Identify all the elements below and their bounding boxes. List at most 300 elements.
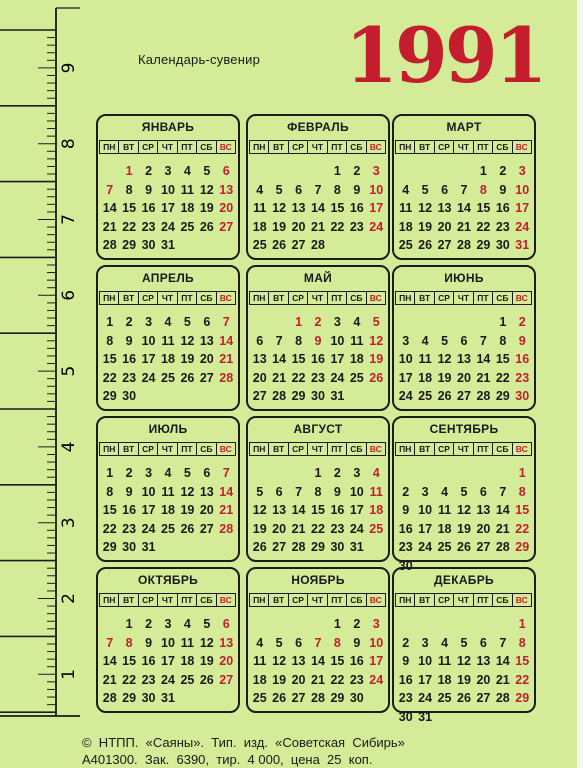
day-cell: 11 xyxy=(437,503,452,517)
day-cell: 28 xyxy=(311,691,325,705)
empty-cell xyxy=(493,708,512,727)
day-cell: 22 xyxy=(515,672,530,687)
weekday-label: ВТ xyxy=(118,442,138,456)
week-row xyxy=(396,199,532,218)
day-cell: 9 xyxy=(518,333,526,348)
weekday-label: СР xyxy=(288,140,308,154)
day-cell: 17 xyxy=(418,521,433,536)
day-cell: 17 xyxy=(369,654,384,668)
day-cell: 2 xyxy=(499,164,507,178)
day-cell: 18 xyxy=(180,201,195,215)
day-cell: 14 xyxy=(102,201,117,215)
day-cell: 4 xyxy=(183,617,191,631)
empty-cell xyxy=(328,236,347,255)
day-cell: 16 xyxy=(122,352,137,366)
month-card xyxy=(96,416,240,562)
ruler-label: 8 xyxy=(59,138,79,150)
day-cell: 13 xyxy=(476,654,491,668)
week-row xyxy=(396,538,532,557)
day-cell: 23 xyxy=(349,672,364,687)
days-table xyxy=(100,313,236,406)
empty-cell xyxy=(158,538,177,557)
day-cell: 26 xyxy=(252,540,267,554)
day-cell: 6 xyxy=(295,182,303,197)
day-cell: 1 xyxy=(106,466,114,480)
ruler xyxy=(0,0,80,718)
day-cell: 16 xyxy=(349,201,364,215)
day-cell: 19 xyxy=(199,201,214,215)
day-cell: 5 xyxy=(275,635,283,650)
day-cell: 21 xyxy=(102,672,117,687)
day-cell: 5 xyxy=(421,182,429,197)
empty-cell xyxy=(217,387,236,406)
day-cell: 14 xyxy=(495,654,510,668)
day-cell: 23 xyxy=(122,370,137,385)
empty-cell xyxy=(347,236,366,255)
day-cell: 7 xyxy=(499,484,507,499)
day-cell: 26 xyxy=(457,540,471,554)
day-cell: 17 xyxy=(398,370,413,385)
day-cell: 22 xyxy=(122,219,137,234)
day-cell: 20 xyxy=(476,521,491,536)
weekday-label: ЧТ xyxy=(157,291,177,305)
weekday-label: СБ xyxy=(346,140,366,154)
weekday-label: ПН xyxy=(249,140,269,154)
day-cell: 19 xyxy=(457,672,471,687)
day-cell: 21 xyxy=(311,219,325,234)
day-cell: 31 xyxy=(161,238,175,252)
day-cell: 31 xyxy=(330,389,345,403)
day-cell: 21 xyxy=(311,672,325,687)
day-cell: 15 xyxy=(330,654,345,668)
day-cell: 9 xyxy=(402,654,410,668)
day-cell: 22 xyxy=(495,370,510,385)
day-cell: 22 xyxy=(291,370,306,385)
day-cell: 10 xyxy=(349,484,364,499)
day-cell: 30 xyxy=(330,540,345,554)
day-cell: 2 xyxy=(353,164,361,178)
week-row xyxy=(100,369,236,388)
empty-cell xyxy=(367,236,386,255)
weekday-label: ВС xyxy=(366,593,386,607)
day-cell: 22 xyxy=(330,672,345,687)
empty-cell xyxy=(289,464,308,483)
day-cell: 24 xyxy=(141,370,156,385)
day-cell: 26 xyxy=(437,389,452,403)
day-cell: 24 xyxy=(141,521,156,536)
weekday-label: ЧТ xyxy=(307,140,327,154)
weekday-header xyxy=(396,140,532,154)
day-cell: 20 xyxy=(272,521,287,536)
day-cell: 25 xyxy=(369,521,384,536)
day-cell: 10 xyxy=(330,333,345,348)
day-cell: 12 xyxy=(437,352,452,366)
day-cell: 23 xyxy=(398,540,413,554)
day-cell: 19 xyxy=(272,219,287,234)
empty-cell xyxy=(100,615,119,634)
day-cell: 31 xyxy=(141,540,156,554)
empty-cell xyxy=(269,313,288,332)
empty-cell xyxy=(435,615,454,634)
day-cell: 27 xyxy=(199,370,214,385)
week-row xyxy=(250,218,386,237)
day-cell: 1 xyxy=(333,617,341,631)
empty-cell xyxy=(415,313,434,332)
day-cell: 1 xyxy=(314,466,322,480)
day-cell: 16 xyxy=(398,672,413,687)
empty-cell xyxy=(250,313,269,332)
day-cell: 20 xyxy=(219,201,234,215)
week-row xyxy=(396,313,532,332)
day-cell: 26 xyxy=(457,691,471,705)
day-cell: 2 xyxy=(402,484,410,499)
weekday-label: СР xyxy=(434,291,454,305)
empty-cell xyxy=(435,708,454,727)
day-cell: 24 xyxy=(161,219,175,234)
day-cell: 7 xyxy=(106,182,114,197)
days-table xyxy=(100,615,236,708)
month-name: ИЮЛЬ xyxy=(148,422,188,436)
day-cell: 4 xyxy=(441,635,449,650)
day-cell: 3 xyxy=(353,466,361,480)
day-cell: 31 xyxy=(515,238,530,252)
week-row xyxy=(100,181,236,200)
month-card xyxy=(392,416,536,573)
day-cell: 17 xyxy=(369,201,384,215)
empty-cell xyxy=(435,313,454,332)
weekday-label: ПН xyxy=(395,291,415,305)
week-row xyxy=(396,236,532,255)
month-card xyxy=(246,114,390,260)
day-cell: 14 xyxy=(291,503,306,517)
weekday-label: ПН xyxy=(395,593,415,607)
weekday-label: ВС xyxy=(366,140,386,154)
imprint xyxy=(82,734,405,768)
day-cell: 10 xyxy=(161,182,175,197)
weekday-label: ВТ xyxy=(414,442,434,456)
day-cell: 8 xyxy=(106,333,114,348)
weekday-label: СБ xyxy=(346,593,366,607)
day-cell: 7 xyxy=(275,333,283,348)
day-cell: 5 xyxy=(441,333,449,348)
day-cell: 23 xyxy=(349,219,364,234)
day-cell: 21 xyxy=(102,219,117,234)
day-cell: 1 xyxy=(333,164,341,178)
month-name: СЕНТЯБРЬ xyxy=(429,422,499,436)
weekday-label: ПН xyxy=(249,593,269,607)
weekday-header xyxy=(250,593,386,607)
week-row xyxy=(250,236,386,255)
weekday-label: ПТ xyxy=(473,291,493,305)
day-cell: 22 xyxy=(102,521,117,536)
week-row xyxy=(250,615,386,634)
day-cell: 5 xyxy=(372,315,380,329)
day-cell: 3 xyxy=(421,635,429,650)
day-cell: 30 xyxy=(122,540,137,554)
imprint-line-1: © НТПП. «Саяны». Тип. изд. «Советская Сибирь» xyxy=(82,735,405,750)
day-cell: 20 xyxy=(199,503,214,517)
weekday-header xyxy=(250,442,386,456)
day-cell: 4 xyxy=(353,315,361,329)
weekday-label: СБ xyxy=(346,291,366,305)
day-cell: 18 xyxy=(252,219,267,234)
days-table xyxy=(396,464,532,575)
empty-cell xyxy=(347,387,366,406)
day-cell: 12 xyxy=(272,201,287,215)
day-cell: 6 xyxy=(479,484,487,499)
day-cell: 7 xyxy=(499,635,507,650)
day-cell: 6 xyxy=(222,617,230,631)
day-cell: 14 xyxy=(457,201,471,215)
day-cell: 8 xyxy=(518,635,526,650)
day-cell: 18 xyxy=(369,503,384,517)
day-cell: 12 xyxy=(457,503,471,517)
day-cell: 4 xyxy=(256,635,264,650)
day-cell: 15 xyxy=(476,201,491,215)
week-row xyxy=(396,350,532,369)
day-cell: 27 xyxy=(199,521,214,536)
weekday-label: СР xyxy=(434,140,454,154)
day-cell: 26 xyxy=(272,238,287,252)
week-row xyxy=(250,199,386,218)
day-cell: 16 xyxy=(495,201,510,215)
day-cell: 14 xyxy=(311,201,325,215)
month-name: ДЕКАБРЬ xyxy=(434,573,494,587)
imprint-line-2: А401300. Зак. 6390, тир. 4 000, цена 25 коп. xyxy=(82,752,373,767)
weekday-label: СБ xyxy=(196,593,216,607)
day-cell: 29 xyxy=(515,540,530,554)
week-row xyxy=(250,313,386,332)
empty-cell xyxy=(396,313,415,332)
weekday-label: ПТ xyxy=(177,140,197,154)
weekday-label: ВТ xyxy=(268,291,288,305)
week-row xyxy=(100,218,236,237)
empty-cell xyxy=(415,464,434,483)
day-cell: 30 xyxy=(398,709,413,724)
day-cell: 16 xyxy=(398,521,413,536)
day-cell: 5 xyxy=(460,635,468,650)
empty-cell xyxy=(178,538,197,557)
day-cell: 5 xyxy=(183,315,191,329)
empty-cell xyxy=(367,689,386,708)
empty-cell xyxy=(197,387,216,406)
weekday-label: ЧТ xyxy=(453,140,473,154)
weekday-label: ВС xyxy=(366,442,386,456)
day-cell: 21 xyxy=(219,352,234,366)
day-cell: 2 xyxy=(314,315,322,329)
day-cell: 13 xyxy=(199,333,214,348)
day-cell: 21 xyxy=(219,503,234,517)
days-table xyxy=(396,615,532,726)
weekday-label: СР xyxy=(138,593,158,607)
day-cell: 8 xyxy=(479,182,487,197)
weekday-label: ВС xyxy=(216,442,236,456)
weekday-label: ПН xyxy=(249,442,269,456)
day-cell: 22 xyxy=(102,370,117,385)
week-row xyxy=(396,162,532,181)
weekday-label: ЧТ xyxy=(453,442,473,456)
day-cell: 17 xyxy=(141,503,156,517)
day-cell: 29 xyxy=(515,691,530,705)
weekday-label: ВС xyxy=(216,140,236,154)
month-card xyxy=(96,114,240,260)
day-cell: 26 xyxy=(199,672,214,687)
month-name: НОЯБРЬ xyxy=(291,573,345,587)
week-row xyxy=(396,671,532,690)
weekday-label: ПТ xyxy=(473,593,493,607)
month-card xyxy=(246,416,390,562)
day-cell: 20 xyxy=(291,219,306,234)
empty-cell xyxy=(197,236,216,255)
day-cell: 18 xyxy=(437,521,452,536)
weekday-label: ВТ xyxy=(268,442,288,456)
days-table xyxy=(100,162,236,255)
days-table xyxy=(100,464,236,557)
day-cell: 8 xyxy=(518,484,526,499)
day-cell: 8 xyxy=(499,333,507,348)
day-cell: 13 xyxy=(291,654,306,668)
week-row xyxy=(250,369,386,388)
day-cell: 12 xyxy=(252,503,267,517)
day-cell: 11 xyxy=(369,484,383,499)
day-cell: 9 xyxy=(145,635,153,650)
day-cell: 5 xyxy=(460,484,468,499)
day-cell: 1 xyxy=(518,617,526,631)
day-cell: 9 xyxy=(333,484,341,499)
day-cell: 9 xyxy=(125,333,133,348)
day-cell: 13 xyxy=(272,503,287,517)
week-row xyxy=(250,501,386,520)
day-cell: 30 xyxy=(122,389,137,403)
day-cell: 3 xyxy=(164,164,172,178)
day-cell: 16 xyxy=(330,503,345,517)
day-cell: 7 xyxy=(460,182,468,197)
day-cell: 28 xyxy=(102,691,117,705)
weekday-label: ПН xyxy=(99,442,119,456)
day-cell: 18 xyxy=(437,672,452,687)
day-cell: 23 xyxy=(398,691,413,705)
day-cell: 1 xyxy=(106,315,114,329)
day-cell: 15 xyxy=(311,503,325,517)
month-name: АПРЕЛЬ xyxy=(142,271,194,285)
day-cell: 13 xyxy=(291,201,306,215)
day-cell: 10 xyxy=(369,635,384,650)
day-cell: 17 xyxy=(349,503,364,517)
empty-cell xyxy=(367,387,386,406)
days-table xyxy=(250,313,386,406)
day-cell: 7 xyxy=(295,484,303,499)
day-cell: 2 xyxy=(145,164,153,178)
weekday-header xyxy=(396,593,532,607)
empty-cell xyxy=(493,464,512,483)
week-row xyxy=(250,483,386,502)
day-cell: 28 xyxy=(495,691,510,705)
day-cell: 27 xyxy=(219,219,234,234)
day-cell: 6 xyxy=(441,182,449,197)
week-row xyxy=(250,671,386,690)
day-cell: 19 xyxy=(272,672,287,687)
week-row xyxy=(100,332,236,351)
empty-cell xyxy=(454,464,473,483)
empty-cell xyxy=(396,162,415,181)
day-cell: 25 xyxy=(161,370,175,385)
week-row xyxy=(250,689,386,708)
day-cell: 13 xyxy=(437,201,452,215)
empty-cell xyxy=(139,387,158,406)
day-cell: 16 xyxy=(515,352,530,366)
day-cell: 29 xyxy=(330,691,345,705)
weekday-label: ПН xyxy=(249,291,269,305)
weekday-label: ВС xyxy=(512,291,532,305)
day-cell: 29 xyxy=(122,238,137,252)
day-cell: 4 xyxy=(421,333,429,348)
day-cell: 19 xyxy=(199,654,214,668)
day-cell: 1 xyxy=(518,466,526,480)
day-cell: 28 xyxy=(495,540,510,554)
day-cell: 12 xyxy=(180,484,195,499)
day-cell: 4 xyxy=(402,182,410,197)
week-row xyxy=(100,501,236,520)
day-cell: 27 xyxy=(291,238,306,252)
empty-cell xyxy=(289,615,308,634)
week-row xyxy=(396,520,532,539)
weekday-label: ВТ xyxy=(118,593,138,607)
day-cell: 23 xyxy=(330,521,345,536)
day-cell: 21 xyxy=(272,370,287,385)
day-cell: 22 xyxy=(330,219,345,234)
day-cell: 7 xyxy=(222,466,230,480)
day-cell: 27 xyxy=(476,540,491,554)
weekday-label: ПТ xyxy=(327,593,347,607)
weekday-label: ВТ xyxy=(414,291,434,305)
day-cell: 16 xyxy=(122,503,137,517)
month-card xyxy=(392,114,536,260)
weekday-label: ВТ xyxy=(118,291,138,305)
day-cell: 23 xyxy=(141,672,156,687)
day-cell: 3 xyxy=(145,315,153,329)
day-cell: 6 xyxy=(295,635,303,650)
day-cell: 12 xyxy=(418,201,433,215)
day-cell: 16 xyxy=(141,654,156,668)
day-cell: 2 xyxy=(402,635,410,650)
months-grid xyxy=(96,114,542,724)
empty-cell xyxy=(158,387,177,406)
day-cell: 23 xyxy=(495,219,510,234)
empty-cell xyxy=(454,162,473,181)
month-name: АВГУСТ xyxy=(293,422,343,436)
day-cell: 11 xyxy=(253,201,267,215)
weekday-header xyxy=(396,291,532,305)
day-cell: 9 xyxy=(145,182,153,197)
day-cell: 27 xyxy=(291,691,306,705)
day-cell: 24 xyxy=(515,219,530,234)
weekday-label: ПТ xyxy=(177,593,197,607)
day-cell: 21 xyxy=(291,521,306,536)
day-cell: 10 xyxy=(515,182,530,197)
day-cell: 23 xyxy=(311,370,325,385)
weekday-label: СБ xyxy=(492,140,512,154)
weekday-label: ЧТ xyxy=(453,291,473,305)
days-table xyxy=(396,162,532,255)
week-row xyxy=(100,162,236,181)
day-cell: 30 xyxy=(495,238,510,252)
week-row xyxy=(100,652,236,671)
empty-cell xyxy=(217,236,236,255)
week-row xyxy=(250,332,386,351)
weekday-label: СБ xyxy=(492,442,512,456)
day-cell: 27 xyxy=(437,238,452,252)
day-cell: 18 xyxy=(252,672,267,687)
